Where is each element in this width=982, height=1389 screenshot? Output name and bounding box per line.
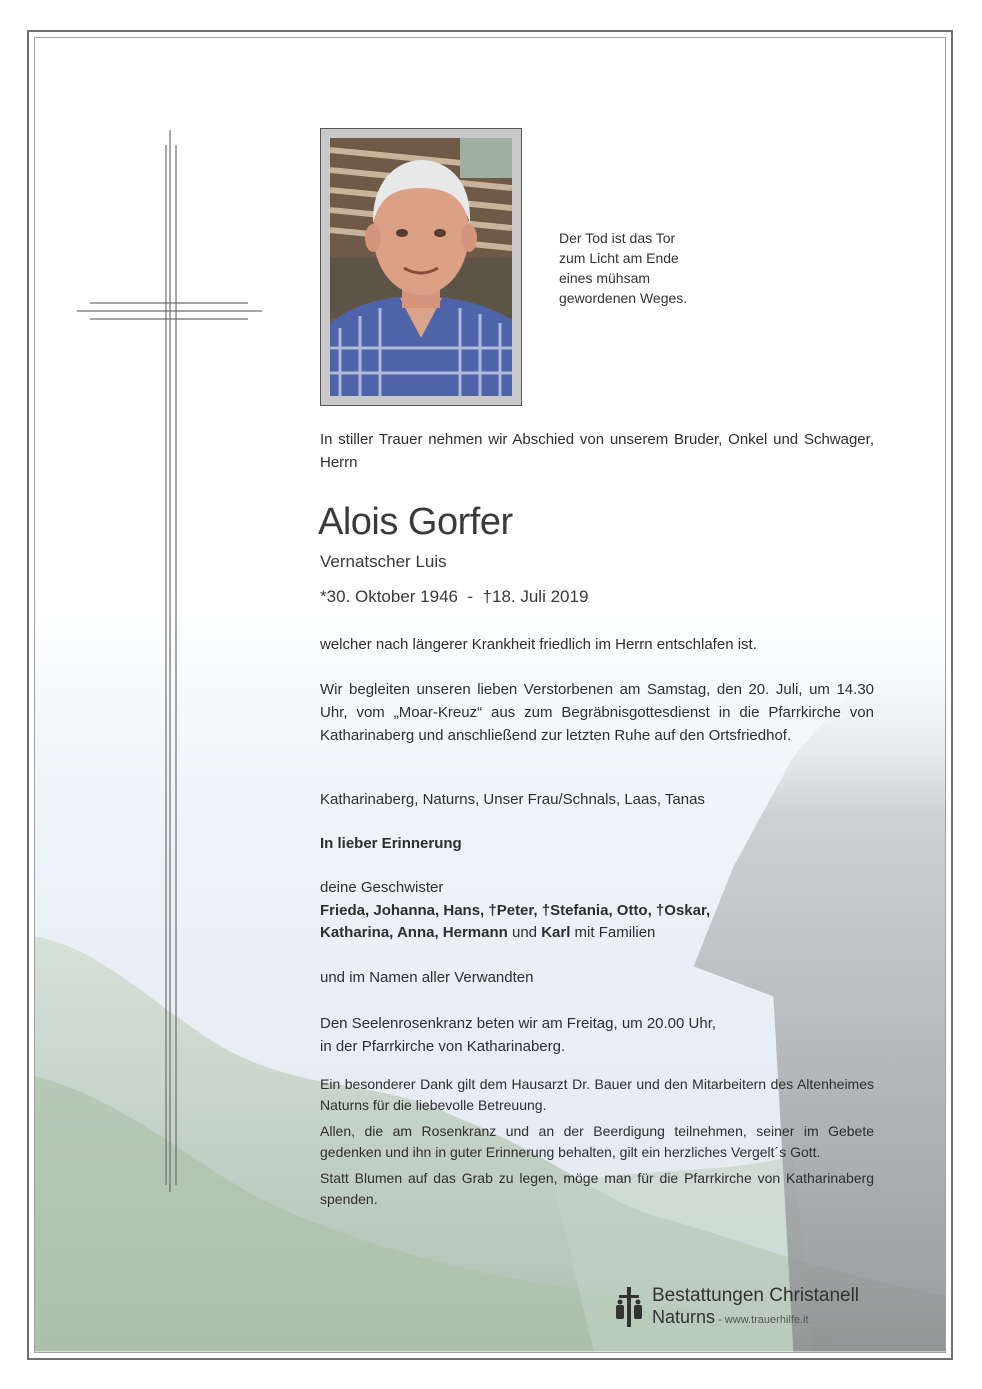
life-dates: *30. Oktober 1946 - †18. Juli 2019 [320, 587, 589, 606]
funeral-home-name: Bestattungen Christanell [652, 1285, 860, 1306]
memorial-quote [559, 228, 687, 308]
funeral-home-footer [614, 1285, 876, 1331]
rosary-line: in der Pfarrkirche von Katharinaberg. [320, 1038, 566, 1055]
siblings-names: Frieda, Johanna, Hans, †Peter, †Stefania, Otto, †Oskar, [320, 902, 711, 919]
funeral-home-town: Naturns [652, 1307, 716, 1327]
passing-text: welcher nach längerer Krankheit friedlich im Herrn entschlafen ist. [320, 636, 757, 653]
funeral-details: Wir begleiten unseren lieben Verstorbenen am Samstag, den 20. Juli, um 14.30 Uhr, vom „Moar-Kreuz“ aus zum Begräbnisgottesdienst in die Pfarrkirche von Katharinaberg und anschließend zur letzten Ruhe auf den Ortsfriedhof. [320, 681, 874, 744]
mourning-places: Katharinaberg, Naturns, Unser Frau/Schnals, Laas, Tanas [320, 791, 705, 808]
deceased-name: Alois Gorfer [318, 501, 513, 543]
quote-line: eines mühsam [559, 270, 651, 286]
quote-line: Der Tod ist das Tor [559, 230, 676, 246]
quote-line: gewordenen Weges. [559, 290, 688, 306]
thanks-paragraph: Statt Blumen auf das Grab zu legen, möge man für die Pfarrkirche von Katharinaberg spenden. [320, 1170, 874, 1207]
families-text: mit Familien [570, 924, 656, 941]
rosary-line: Den Seelenrosenkranz beten wir am Freitag, um 20.00 Uhr, [320, 1015, 717, 1032]
funeral-home-logo-icon [614, 1287, 644, 1327]
relatives-text: und im Namen aller Verwandten [320, 969, 534, 986]
thanks-section [320, 1074, 874, 1215]
funeral-home-location [652, 1306, 809, 1331]
deceased-nickname: Vernatscher Luis [320, 552, 447, 571]
portrait-photo [330, 138, 512, 396]
funeral-home-website: - www.trauerhilfe.it [715, 1314, 809, 1326]
thanks-paragraph: Allen, die am Rosenkranz und an der Beerdigung teilnehmen, seiner im Gebete gedenken und ihn in guter Erinnerung behalten, gilt ein herzliches Vergelt´s Gott. [320, 1123, 874, 1160]
portrait-frame [320, 128, 522, 406]
conjunction: und [507, 924, 542, 941]
siblings-names-line1 [320, 899, 874, 922]
siblings-intro: deine Geschwister [320, 879, 444, 896]
in-memory-heading: In lieber Erinnerung [320, 835, 462, 852]
quote-line: zum Licht am Ende [559, 250, 679, 266]
sibling-name: Karl [541, 924, 571, 941]
thanks-paragraph: Ein besonderer Dank gilt dem Hausarzt Dr. Bauer und den Mitarbeitern des Altenheimes Naturns für die liebevolle Betreuung. [320, 1076, 874, 1113]
rosary-info [320, 1012, 874, 1058]
siblings-names: Katharina, Anna, Hermann [320, 924, 508, 941]
siblings-names-line2 [320, 921, 874, 944]
intro-text: In stiller Trauer nehmen wir Abschied von unserem Bruder, Onkel und Schwager, Herrn [320, 431, 874, 471]
